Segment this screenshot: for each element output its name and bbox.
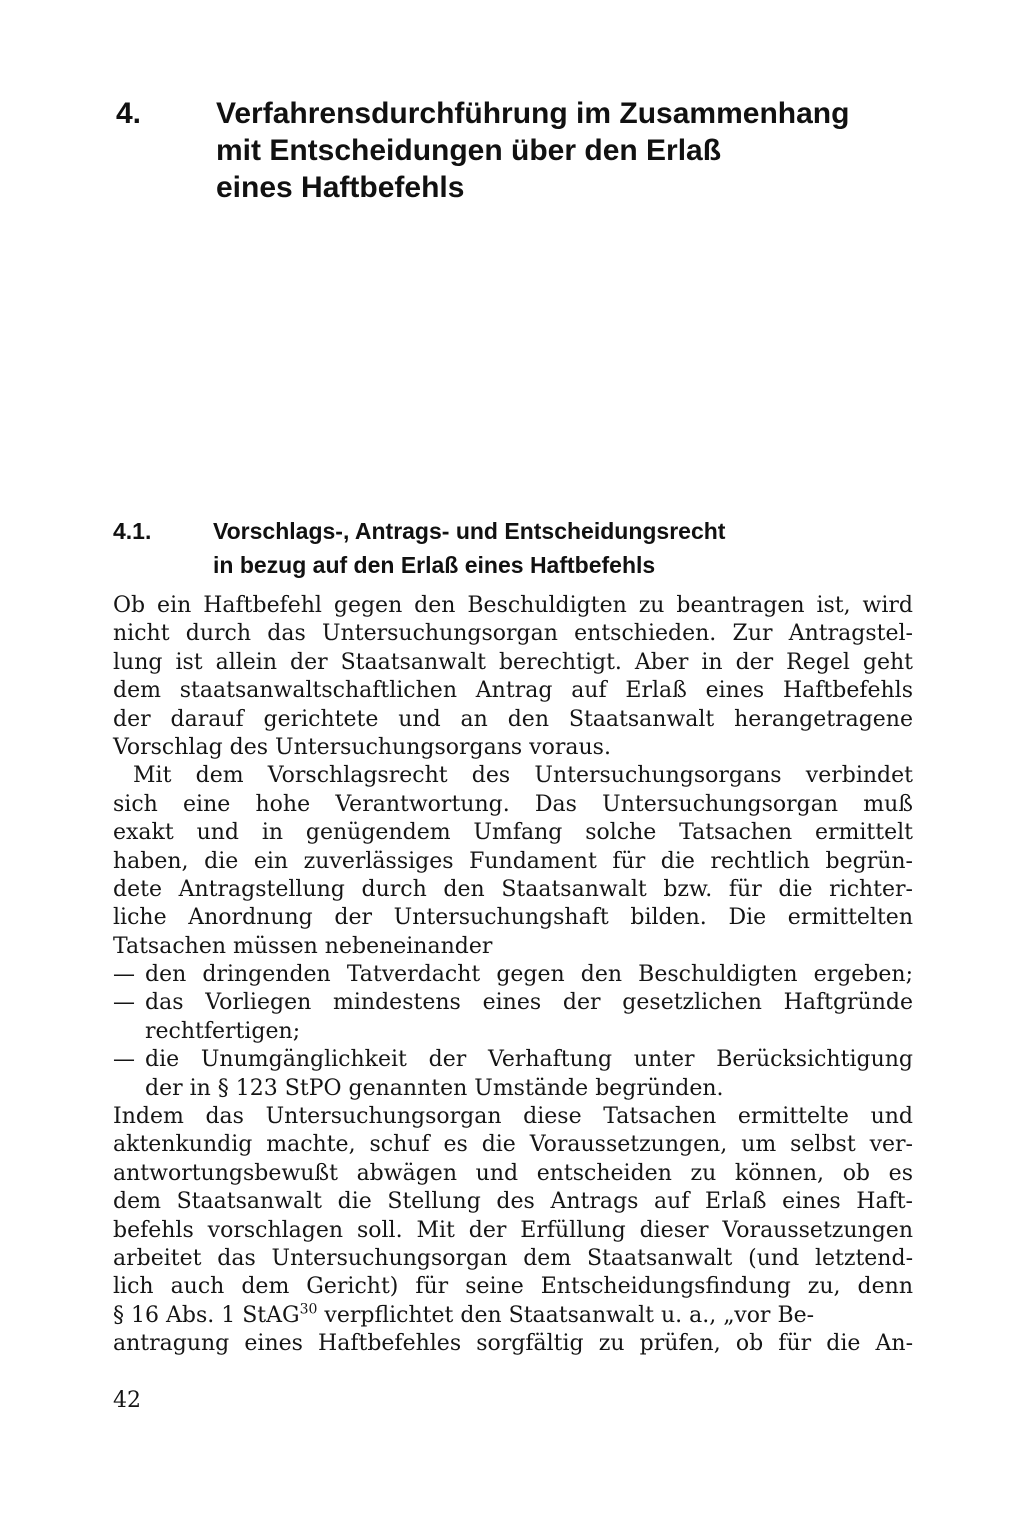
section-title-line: Vorschlags-, Antrags- und Entscheidungsrecht xyxy=(213,518,726,544)
body-line: antwortungsbewußt abwägen und entscheiden zu können, ob es xyxy=(113,1160,913,1186)
body-line: Indem das Untersuchungsorgan diese Tatsachen ermittelte und xyxy=(113,1104,913,1130)
list-item: — den dringenden Tatverdacht gegen den Beschuldigten ergeben; xyxy=(113,961,913,989)
footnote-ref: 30 xyxy=(299,1301,318,1318)
body-line: der darauf gerichtete und an den Staatsanwalt herangetragene xyxy=(113,706,913,732)
body-line: liche Anordnung der Untersuchungshaft bilden. Die ermittelten xyxy=(113,905,913,931)
body-line: Mit dem Vorschlagsrecht des Untersuchungsorgans verbindet xyxy=(133,763,913,789)
page-number: 42 xyxy=(113,1388,141,1413)
list-item: — das Vorliegen mindestens eines der gesetzlichen Haftgründe xyxy=(113,989,913,1017)
chapter-title xyxy=(216,95,996,206)
body-line: haben, die ein zuverlässiges Fundament für die rechtlich begrün- xyxy=(113,848,913,874)
body-line: dete Antragstellung durch den Staatsanwalt bzw. für die richter- xyxy=(113,876,913,902)
body-line: lich auch dem Gericht) für seine Entscheidungsfindung zu, denn xyxy=(113,1274,913,1300)
body-text xyxy=(113,592,913,1359)
section-number: 4.1. xyxy=(113,518,152,544)
body-line: Ob ein Haftbefehl gegen den Beschuldigten zu beantragen ist, wird xyxy=(113,593,913,618)
chapter-title-line: Verfahrensdurchführung im Zusammenhang xyxy=(216,97,850,130)
body-line: aktenkundig machte, schuf es die Voraussetzungen, um selbst ver- xyxy=(113,1132,913,1158)
body-line: exakt und in genügendem Umfang solche Tatsachen ermittelt xyxy=(113,820,913,846)
body-line: nicht durch das Untersuchungsorgan entschieden. Zur Antragstel- xyxy=(113,621,913,647)
chapter-title-line: eines Haftbefehls xyxy=(216,171,465,204)
chapter-number: 4. xyxy=(116,97,142,130)
chapter-title-line: mit Entscheidungen über den Erlaß xyxy=(216,134,722,167)
body-line: Tatsachen müssen nebeneinander xyxy=(113,933,493,959)
body-line: dem staatsanwaltschaftlichen Antrag auf Erlaß eines Haftbefehls xyxy=(113,678,913,704)
body-line: antragung eines Haftbefehles sorgfältig zu prüfen, ob für die An- xyxy=(113,1331,913,1357)
body-line: dem Staatsanwalt die Stellung des Antrags auf Erlaß eines Haft- xyxy=(113,1189,913,1215)
section-title xyxy=(213,514,993,582)
body-line-part: verpflichtet den Staatsanwalt u. a., „vor Be- xyxy=(317,1302,815,1328)
body-line-footnote xyxy=(113,1302,913,1330)
body-line-part: § 16 Abs. 1 StAG xyxy=(113,1302,300,1328)
body-line: lung ist allein der Staatsanwalt berechtigt. Aber in der Regel geht xyxy=(113,649,913,675)
list-item-continuation: der in § 123 StPO genannten Umstände begründen. xyxy=(145,1075,724,1101)
section-title-line: in bezug auf den Erlaß eines Haftbefehls xyxy=(213,552,656,578)
body-line: sich eine hohe Verantwortung. Das Untersuchungsorgan muß xyxy=(113,791,913,817)
list-item: — die Unumgänglichkeit der Verhaftung unter Berücksichtigung xyxy=(113,1046,913,1074)
body-line: arbeitet das Untersuchungsorgan dem Staatsanwalt (und letztend- xyxy=(113,1245,913,1271)
list-item-continuation: rechtfertigen; xyxy=(145,1018,301,1044)
body-line: befehls vorschlagen soll. Mit der Erfüllung dieser Voraussetzungen xyxy=(113,1217,913,1243)
body-line: Vorschlag des Untersuchungsorgans voraus. xyxy=(113,734,611,760)
